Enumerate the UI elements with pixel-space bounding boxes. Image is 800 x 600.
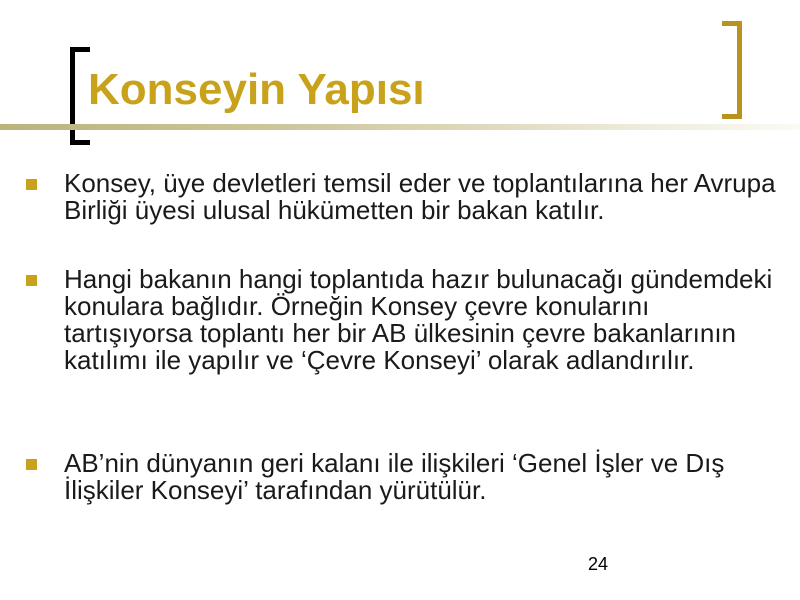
bullet-text: AB’nin dünyanın geri kalanı ile ilişkileri ‘Genel İşler ve Dış İlişkiler Konseyi’ tarafından yürütülür. <box>64 448 725 505</box>
slide-title: Konseyin Yapısı <box>88 65 425 114</box>
square-bullet-icon <box>26 275 37 286</box>
bullet-text: Konsey, üye devletleri temsil eder ve toplantılarına her Avrupa Birliği üyesi ulusal hükümetten bir bakan katılır. <box>64 168 776 225</box>
right-bracket-decoration <box>722 21 742 119</box>
bullet-text: Hangi bakanın hangi toplantıda hazır bulunacağı gündemdeki konulara bağlıdır. Örneğin Konsey çevre konularını tartışıyorsa toplantı her bir AB ülkesinin çevre bakanlarının katılımı ile yapılır ve ‘Çevre Konseyi’ olarak adlandırılır. <box>64 264 773 375</box>
square-bullet-icon <box>26 179 37 190</box>
page-number: 24 <box>588 554 609 574</box>
left-bracket-decoration <box>70 47 90 145</box>
square-bullet-icon <box>26 459 37 470</box>
title-underline-rule <box>0 124 800 130</box>
